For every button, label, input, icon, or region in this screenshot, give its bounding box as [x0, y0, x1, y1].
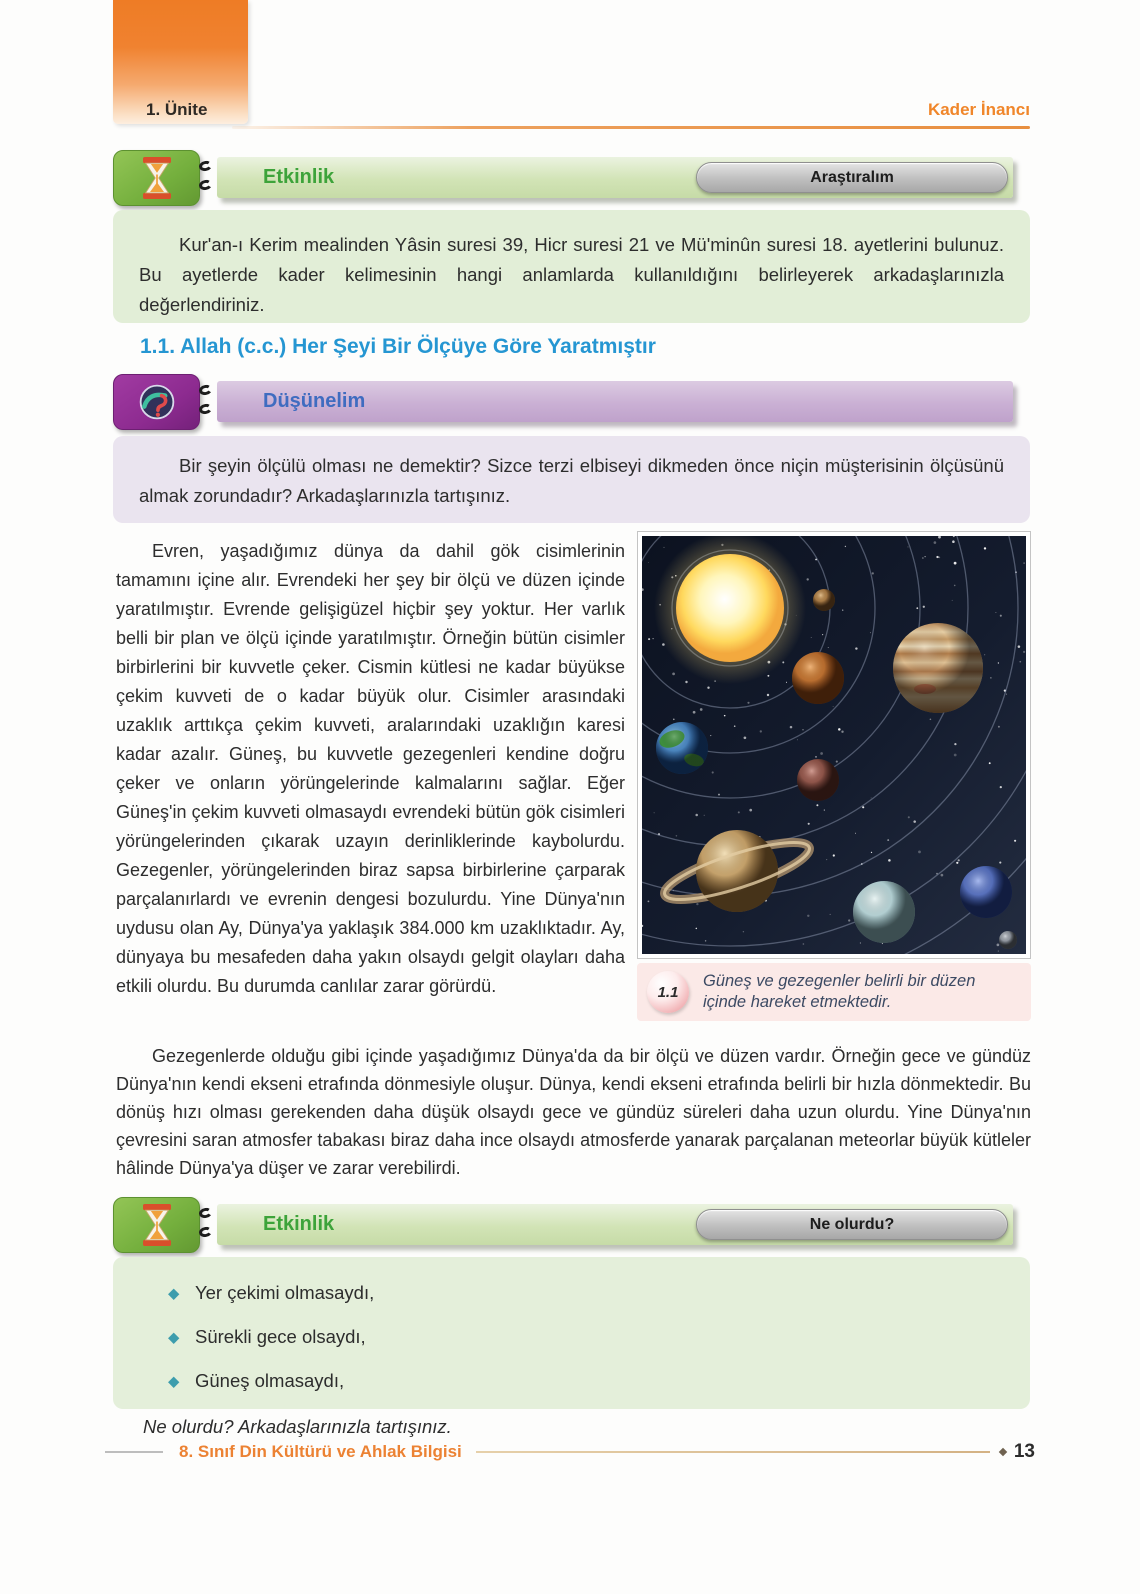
think-box: [113, 436, 1030, 523]
planet-mercury: [813, 589, 835, 611]
think-globe-icon: [113, 374, 200, 430]
binder-clips-icon: [199, 161, 212, 190]
banner-bar: [217, 1204, 1013, 1245]
body-paragraph-2: Gezegenlerde olduğu gibi içinde yaşadığımız Dünya'da da bir ölçü ve düzen vardır. Örneğin gece ve gündüz Dünya'nın kendi ekseni etrafında dönmesiyle oluşur. Dünya, kendi ekseni etrafında belirli bir hızla dönmektedir. Bu dönüş hızı olması gerekenden daha düşük olsaydı gece ve gündüz süreleri daha uzun olurdu. Yine Dünya'nın çevresini saran atmosfer tabakası biraz daha ince olsaydı atmosferde yanarak parçalanan meteorlar büyük kütleler hâlinde Dünya'ya düşer ve zarar verebilirdi.: [116, 1046, 1031, 1178]
unit-tab: [113, 0, 248, 124]
activity-banner-2: [113, 1197, 1013, 1255]
activity-banner-1: [113, 150, 1013, 208]
banner-bar: [217, 381, 1013, 422]
list-item: [143, 1322, 1000, 1352]
planet-pluto: [999, 931, 1017, 949]
think-box-text: Bir şeyin ölçülü olması ne demektir? Sizce terzi elbiseyi dikmeden önce niçin müşterisinin ölçüsünü almak zorundadır? Arkadaşlarınızla tartışınız.: [139, 455, 1004, 506]
bullet-diamond-icon: [168, 1289, 179, 1300]
bullet-text: Yer çekimi olmasaydı,: [195, 1282, 375, 1303]
list-item: [143, 1366, 1000, 1396]
body-paragraph-1: Evren, yaşadığımız dünya da dahil gök cisimlerinin tamamını içine alır. Evrendeki her şey bir ölçü ve düzen içinde yaratılmıştır. Evrende gelişigüzel hiçbir şey yoktur. Her varlık belli bir plan ve ölçü içinde yaratılmıştır. Örneğin bütün cisimler birbirlerini bir kuvvetle çeker. Cismin kütlesi ne kadar büyükse çekim kuvveti de o kadar büyük olur. Cisimler arasındaki uzaklık arttıkça çekim kuvveti, aralarındaki uzaklığın karesi kadar azalır. Güneş, bu kuvvetle gezegenleri kendine doğru çeker ve onların yörüngelerinde kalmalarını sağlar. Eğer Güneş'in çekim kuvveti olmasaydı evrendeki bütün gök cisimleri yörüngelerinden çıkarak uzayın derinliklerinde kaybolurdu. Gezegenler, yörüngelerinden biraz sapsa birbirlerine çarparak parçalanırlardı ve evrenin dengesi bozulurdu. Yine Dünya'nın uydusu olan Ay, Dünya'ya yaklaşık 384.000 km uzaklıktadır. Ay, dünyaya bu mesafeden daha yakın olsaydı gelgit olayları daha etkili olurdu. Bu durumda canlılar zarar görürdü.: [116, 541, 625, 996]
think-banner: [113, 374, 1013, 432]
figure-caption-text: Güneş ve gezegenler belirli bir düzen içinde hareket etmektedir.: [703, 972, 976, 1011]
page-number: 13: [1013, 1441, 1035, 1462]
binder-clips-icon: [199, 385, 212, 414]
unit-label: 1. Ünite: [146, 100, 208, 119]
activity-box-2: [113, 1257, 1030, 1437]
section-heading: 1.1. Allah (c.c.) Her Şeyi Bir Ölçüye Göre Yaratmıştır: [140, 335, 656, 358]
bullet-diamond-icon: [168, 1333, 179, 1344]
activity-box-1: [113, 210, 1030, 323]
activity-box-1-text: Kur'an-ı Kerim mealinden Yâsin suresi 39, Hicr suresi 21 ve Mü'minûn suresi 18. ayetlerini bulunuz. Bu ayetlerde kader kelimesinin hangi anlamlarda kullanıldığını belirleyerek arkadaşlarınızla değerlendiriniz.: [139, 234, 1004, 315]
footer-rule-left: [105, 1451, 163, 1453]
hourglass-icon: [113, 1197, 200, 1253]
figure-caption: [637, 963, 1031, 1021]
planet-mars: [797, 759, 839, 801]
hourglass-icon: [113, 150, 200, 206]
ne-olurdu-button[interactable]: Ne olurdu?: [696, 1209, 1008, 1240]
header-rule: [232, 126, 1030, 129]
book-title: 8. Sınıf Din Kültürü ve Ahlak Bilgisi: [179, 1442, 462, 1461]
list-item: [143, 1278, 1000, 1308]
arastiralim-button[interactable]: Araştıralım: [696, 162, 1008, 193]
figure-number-badge: 1.1: [647, 971, 689, 1013]
footer-diamond-icon: [999, 1448, 1007, 1456]
chapter-title: Kader İnancı: [927, 100, 1030, 119]
banner-bar: [217, 157, 1013, 198]
solar-system-image: [637, 531, 1031, 959]
planet-venus: [792, 652, 844, 704]
bullet-text: Güneş olmasaydı,: [195, 1370, 345, 1391]
planet-uranus: [853, 881, 915, 943]
think-banner-label: Düşünelim: [263, 390, 366, 412]
planet-neptune: [960, 866, 1012, 918]
activity-banner-label: Etkinlik: [263, 166, 335, 188]
binder-clips-icon: [199, 1208, 212, 1237]
activity-closing-text: Ne olurdu? Arkadaşlarınızla tartışınız.: [143, 1416, 452, 1437]
planet-jupiter: [893, 623, 983, 713]
footer-rule-right: [476, 1451, 990, 1453]
page-footer: [105, 1438, 1035, 1466]
bullet-diamond-icon: [168, 1377, 179, 1388]
activity-banner-label: Etkinlik: [263, 1213, 335, 1235]
planet-earth: [656, 722, 708, 774]
sun: [654, 536, 806, 684]
bullet-text: Sürekli gece olsaydı,: [195, 1326, 366, 1347]
